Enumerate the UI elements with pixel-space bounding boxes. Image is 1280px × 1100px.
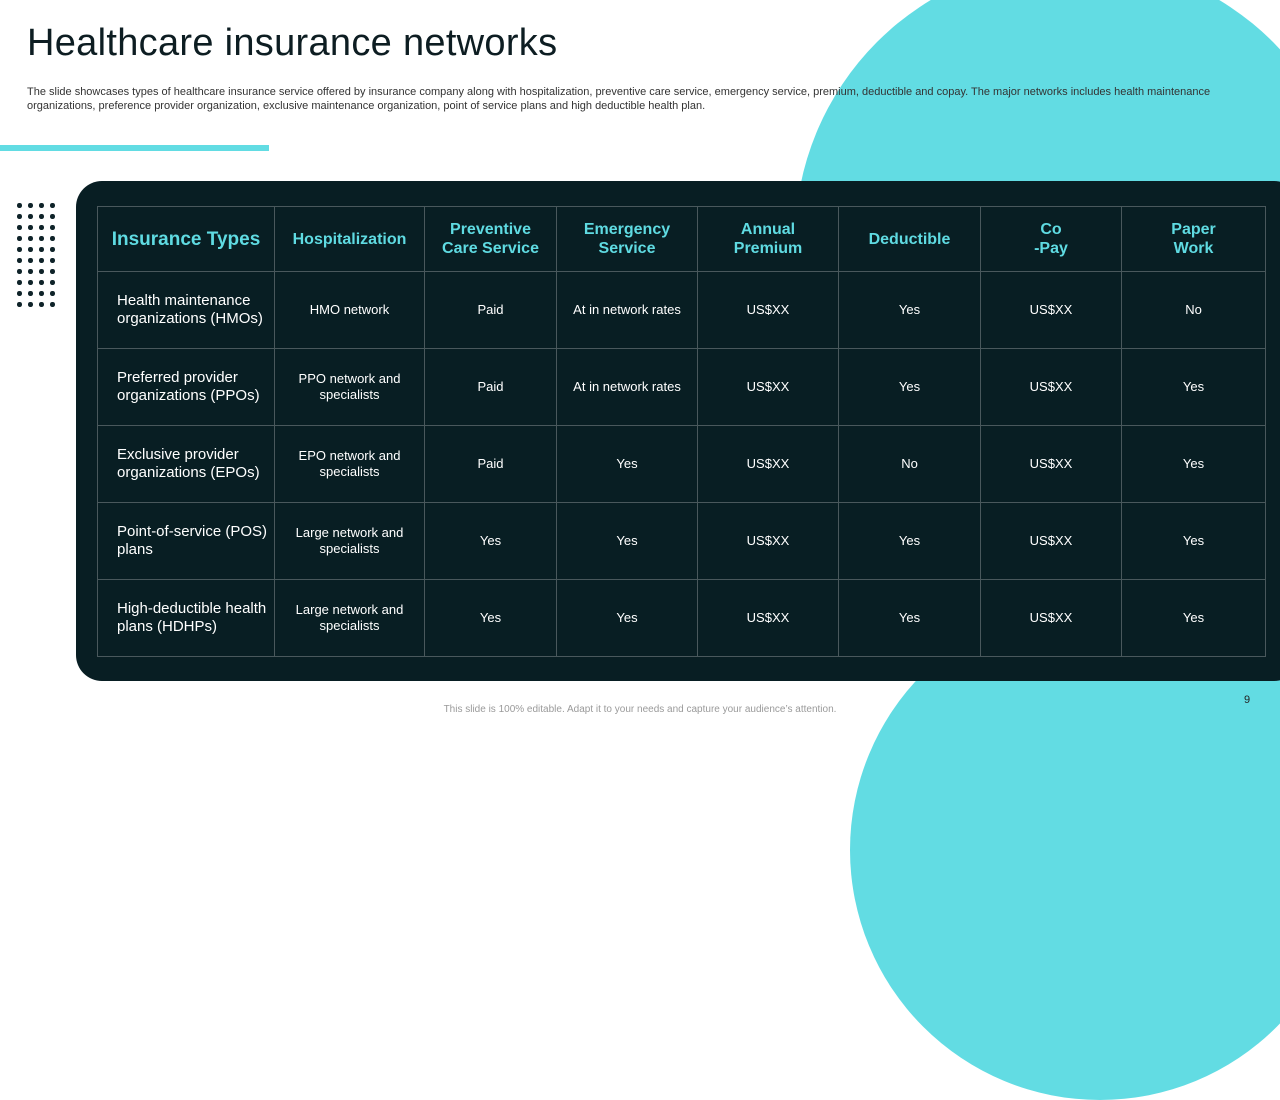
header-copay: Co -Pay: [981, 207, 1122, 272]
cell-deductible: Yes: [839, 503, 981, 580]
cell-insurance-type: High-deductible health plans (HDHPs): [98, 580, 275, 657]
cell-paperwork: Yes: [1122, 349, 1266, 426]
cell-deductible: Yes: [839, 580, 981, 657]
cell-emergency: Yes: [557, 580, 698, 657]
cell-preventive: Paid: [425, 272, 557, 349]
cell-preventive: Yes: [425, 580, 557, 657]
cell-deductible: No: [839, 426, 981, 503]
accent-bar: [0, 145, 269, 151]
cell-hospitalization: EPO network and specialists: [275, 426, 425, 503]
cell-premium: US$XX: [698, 580, 839, 657]
cell-hospitalization: Large network and specialists: [275, 503, 425, 580]
cell-preventive: Paid: [425, 426, 557, 503]
header-insurance-types: Insurance Types: [98, 207, 275, 272]
cell-premium: US$XX: [698, 503, 839, 580]
page-number: 9: [1244, 694, 1251, 706]
cell-preventive: Yes: [425, 503, 557, 580]
page-title: Healthcare insurance networks: [27, 22, 558, 64]
cell-hospitalization: HMO network: [275, 272, 425, 349]
table-row: [98, 426, 1266, 503]
header-paperwork: Paper Work: [1122, 207, 1266, 272]
cell-paperwork: Yes: [1122, 426, 1266, 503]
cell-copay: US$XX: [981, 426, 1122, 503]
cell-emergency: Yes: [557, 503, 698, 580]
table-row: [98, 580, 1266, 657]
cell-copay: US$XX: [981, 503, 1122, 580]
cell-premium: US$XX: [698, 426, 839, 503]
cell-insurance-type: Exclusive provider organizations (EPOs): [98, 426, 275, 503]
cell-hospitalization: Large network and specialists: [275, 580, 425, 657]
cell-copay: US$XX: [981, 272, 1122, 349]
cell-copay: US$XX: [981, 349, 1122, 426]
header-deductible: Deductible: [839, 207, 981, 272]
slide-description: The slide showcases types of healthcare insurance service offered by insurance company along with hospitalization, preventive care service, emergency service, premium, deductible and copay. The major networks includes health maintenance organizations, preference provider organization, exclusive maintenance organization, point of service plans and high deductible health plan.: [27, 86, 1211, 112]
table-row: [98, 272, 1266, 349]
cell-insurance-type: Point-of-service (POS) plans: [98, 503, 275, 580]
cell-deductible: Yes: [839, 272, 981, 349]
table-row: [98, 503, 1266, 580]
header-preventive-care: Preventive Care Service: [425, 207, 557, 272]
header-emergency-service: Emergency Service: [557, 207, 698, 272]
header-annual-premium: Annual Premium: [698, 207, 839, 272]
cell-paperwork: Yes: [1122, 503, 1266, 580]
cell-preventive: Paid: [425, 349, 557, 426]
cell-emergency: At in network rates: [557, 349, 698, 426]
cell-paperwork: No: [1122, 272, 1266, 349]
cell-deductible: Yes: [839, 349, 981, 426]
cell-premium: US$XX: [698, 349, 839, 426]
cell-emergency: Yes: [557, 426, 698, 503]
cell-paperwork: Yes: [1122, 580, 1266, 657]
insurance-networks-table: [97, 206, 1266, 657]
cell-premium: US$XX: [698, 272, 839, 349]
cell-insurance-type: Health maintenance organizations (HMOs): [98, 272, 275, 349]
table-row: [98, 349, 1266, 426]
header-hospitalization: Hospitalization: [275, 207, 425, 272]
footer-note: This slide is 100% editable. Adapt it to your needs and capture your audience’s attention.: [443, 704, 837, 715]
cell-copay: US$XX: [981, 580, 1122, 657]
cell-insurance-type: Preferred provider organizations (PPOs): [98, 349, 275, 426]
dot-grid-decoration: [14, 200, 60, 312]
table-header-row: [98, 207, 1266, 272]
cell-emergency: At in network rates: [557, 272, 698, 349]
cell-hospitalization: PPO network and specialists: [275, 349, 425, 426]
